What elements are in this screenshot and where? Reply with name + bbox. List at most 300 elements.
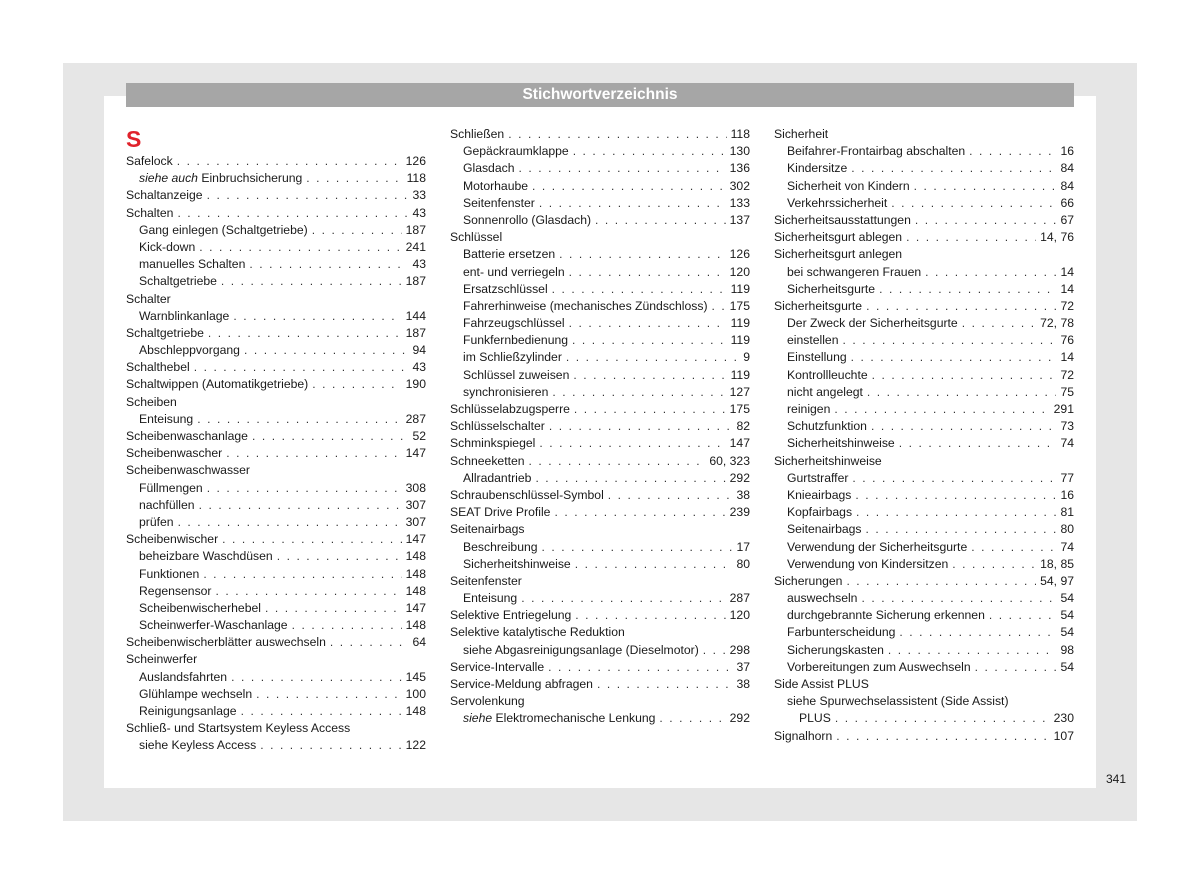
index-entry-page: 72, 78	[1040, 316, 1074, 331]
index-entry-label: Knieairbags	[787, 487, 852, 502]
index-entry	[774, 178, 1074, 195]
index-entry-label: Abschleppvorgang	[139, 343, 240, 358]
index-entry-text: Einbruchsicherung	[197, 171, 303, 186]
index-entry-page: 187	[405, 274, 426, 289]
index-entry-label: auswechseln	[787, 591, 858, 606]
dot-leader	[866, 521, 1057, 538]
index-entry-page: 16	[1060, 144, 1074, 159]
index-entry-page: 118	[730, 127, 750, 141]
dot-leader	[535, 470, 725, 487]
dot-leader	[834, 401, 1049, 418]
dot-leader	[867, 384, 1057, 401]
index-entry-page: 137	[729, 212, 750, 227]
index-entry-page: 107	[1053, 728, 1074, 743]
index-entry-label: reinigen	[787, 402, 831, 416]
index-entry-label: nachfüllen	[139, 497, 195, 512]
index-entry	[774, 487, 1074, 504]
index-entry	[774, 642, 1074, 659]
index-entry-page: 72	[1060, 298, 1074, 313]
index-entry-page: 127	[729, 384, 750, 399]
index-entry-label: Sicherungskasten	[787, 642, 884, 657]
dot-leader	[851, 160, 1056, 177]
index-entry	[126, 153, 426, 170]
index-entry	[450, 298, 750, 315]
dot-leader	[252, 428, 408, 445]
dot-leader	[260, 737, 401, 754]
index-entry-page: 17	[736, 539, 750, 554]
index-entry	[774, 160, 1074, 177]
index-entry-label: Schließen	[450, 127, 505, 141]
dot-leader	[575, 556, 733, 573]
index-entry	[450, 281, 750, 298]
index-entry	[450, 178, 750, 195]
index-entry-label: Seitenfenster	[463, 195, 535, 210]
index-entry	[126, 669, 426, 686]
index-entry-label: PLUS	[799, 711, 831, 726]
index-entry	[774, 521, 1074, 538]
index-entry-page: 54, 97	[1040, 573, 1074, 588]
index-entry	[126, 428, 426, 445]
index-entry	[450, 659, 750, 676]
index-entry-label: Kontrollleuchte	[787, 367, 868, 382]
index-entry-page: 77	[1060, 470, 1074, 485]
index-entry-page: 148	[405, 566, 426, 581]
index-entry	[126, 205, 426, 222]
index-entry-label: Enteisung	[139, 411, 194, 426]
index-entry	[126, 600, 426, 617]
index-entry-label: siehe Spurwechselassistent (Side Assist)	[787, 694, 1009, 709]
index-entry	[126, 376, 426, 393]
index-entry-page: 122	[405, 738, 426, 753]
dot-leader	[559, 246, 726, 263]
index-entry-page: 145	[405, 669, 426, 684]
index-entry	[774, 659, 1074, 676]
index-entry-label: Sicherheit	[774, 127, 829, 141]
index-entry-label: Schlüsselschalter	[450, 419, 545, 434]
index-entry-page: 307	[405, 497, 426, 512]
index-entry	[774, 195, 1074, 212]
index-entry-page: 126	[405, 154, 426, 168]
index-entry-label: Beifahrer-Frontairbag abschalten	[787, 144, 966, 159]
dot-leader	[519, 160, 726, 177]
index-entry	[774, 418, 1074, 435]
dot-leader	[292, 617, 402, 634]
index-entry-label: Sicherheitsgurt ablegen	[774, 230, 903, 245]
index-entry-label: siehe Keyless Access	[139, 738, 257, 753]
index-entry-label: Gepäckraumklappe	[463, 144, 569, 159]
index-entry	[126, 737, 426, 754]
index-entry-page: 292	[729, 711, 750, 726]
index-entry	[126, 187, 426, 204]
dot-leader	[573, 367, 726, 384]
index-entry-page: 81	[1060, 505, 1074, 520]
dot-leader	[846, 573, 1036, 590]
dot-leader	[573, 143, 726, 160]
index-column-1	[126, 126, 426, 755]
index-entry-label: Side Assist PLUS	[774, 677, 869, 691]
dot-leader	[216, 583, 402, 600]
index-entry-page: 84	[1060, 178, 1074, 193]
dot-leader	[575, 607, 725, 624]
index-entry-label: Sicherheitshinweise	[774, 453, 882, 468]
index-entry	[126, 703, 426, 720]
index-entry-label: Einstellung	[787, 350, 847, 365]
index-entry	[450, 539, 750, 556]
index-entry	[450, 642, 750, 659]
index-entry	[774, 332, 1074, 349]
index-entry-label: bei schwangeren Frauen	[787, 264, 922, 279]
dot-leader	[233, 308, 401, 325]
dot-leader	[552, 281, 727, 298]
dot-leader	[971, 539, 1056, 556]
index-entry-label: Safelock	[126, 154, 173, 168]
index-entry-page: 148	[405, 704, 426, 718]
index-entry-label: Schaltwippen (Automatikgetriebe)	[126, 377, 309, 392]
index-entry-label: Schlüssel zuweisen	[463, 367, 570, 382]
index-entry-page: 119	[730, 316, 750, 331]
index-entry-emphasis: siehe	[463, 711, 493, 726]
index-entry	[774, 435, 1074, 452]
index-entry-label: Scheibenwischer	[126, 532, 219, 547]
index-entry-label: Scheibenwischerblätter auswechseln	[126, 635, 326, 650]
dot-leader	[952, 556, 1036, 573]
index-entry	[126, 342, 426, 359]
index-entry-page: 119	[730, 281, 750, 296]
index-entry	[774, 607, 1074, 624]
index-entry	[774, 676, 1074, 693]
index-entry-page: 187	[405, 325, 426, 340]
dot-leader	[508, 126, 726, 143]
dot-leader	[222, 531, 402, 548]
index-entry-label: nicht angelegt	[787, 384, 863, 399]
dot-leader	[221, 273, 402, 290]
dot-leader	[856, 504, 1056, 521]
index-entry-label: Scheibenwischerhebel	[139, 600, 261, 615]
index-entry-page: 136	[729, 161, 750, 176]
index-entry-page: 74	[1060, 436, 1074, 451]
index-entry-page: 148	[405, 583, 426, 598]
dot-leader	[659, 710, 725, 727]
index-entry	[774, 573, 1074, 590]
index-entry	[774, 298, 1074, 315]
dot-leader	[899, 624, 1056, 641]
index-entry	[774, 504, 1074, 521]
index-entry-label: Schalten	[126, 205, 174, 220]
index-entry	[450, 624, 750, 641]
index-entry	[126, 462, 426, 479]
index-entry-page: 302	[729, 178, 750, 193]
index-entry-label: Regensensor	[139, 583, 212, 598]
index-entry-page: 76	[1060, 333, 1074, 348]
index-entry-page: 16	[1060, 487, 1074, 502]
index-entry-label: Glühlampe wechseln	[139, 686, 253, 701]
index-entry-page: 75	[1060, 384, 1074, 399]
dot-leader	[554, 504, 725, 521]
dot-leader	[861, 590, 1056, 607]
dot-leader	[532, 178, 726, 195]
index-entry-page: 54	[1060, 625, 1074, 640]
index-entry-page: 119	[730, 333, 750, 348]
index-entry-page: 148	[405, 618, 426, 633]
index-entry-page: 292	[729, 470, 750, 485]
index-entry-label: beheizbare Waschdüsen	[139, 549, 273, 564]
dot-leader	[330, 634, 409, 651]
dot-leader	[569, 264, 726, 281]
dot-leader	[203, 566, 401, 583]
index-entry	[774, 401, 1074, 418]
dot-leader	[871, 418, 1056, 435]
section-letter: S	[126, 126, 142, 152]
index-entry-label: Batterie ersetzen	[463, 247, 556, 262]
dot-leader	[703, 642, 726, 659]
index-entry-label: Schalthebel	[126, 360, 190, 375]
dot-leader	[312, 222, 402, 239]
index-entry-label: synchronisieren	[463, 384, 549, 399]
index-entry-label: Sicherheitsgurt anlegen	[774, 247, 903, 262]
index-entry-label: Seitenairbags	[787, 522, 862, 537]
dot-leader	[199, 497, 402, 514]
index-entry-page: 100	[405, 686, 426, 701]
index-entry-label: Schaltanzeige	[126, 188, 203, 203]
index-entry-page: 147	[405, 600, 426, 615]
index-entry	[450, 693, 750, 710]
index-entry-label: Scheiben	[126, 394, 177, 409]
index-entry	[126, 445, 426, 462]
index-entry-page: 187	[405, 222, 426, 237]
dot-leader	[855, 487, 1056, 504]
index-entry-page: 147	[405, 532, 426, 547]
index-entry	[774, 470, 1074, 487]
dot-leader	[265, 600, 402, 617]
index-entry	[126, 480, 426, 497]
index-entry	[450, 710, 750, 727]
index-entry	[126, 566, 426, 583]
dot-leader	[312, 376, 401, 393]
index-entry	[450, 195, 750, 212]
index-entry-page: 175	[729, 298, 750, 313]
index-entry-label: Sicherheit von Kindern	[787, 178, 910, 193]
index-entry-label: Sicherheitshinweise	[787, 436, 895, 451]
dot-leader	[914, 178, 1057, 195]
index-entry-page: 14	[1060, 264, 1074, 279]
index-entry-label: Seitenairbags	[450, 522, 525, 537]
index-entry	[450, 126, 750, 143]
index-entry	[450, 487, 750, 504]
index-entry-label: Schließ- und Startsystem Keyless Access	[126, 721, 351, 736]
index-entry	[774, 229, 1074, 246]
dot-leader	[595, 212, 726, 229]
index-entry	[450, 676, 750, 693]
index-entry	[126, 273, 426, 290]
index-entry-label: Enteisung	[463, 591, 518, 606]
index-entry-label: Scheibenwaschwasser	[126, 463, 250, 478]
index-entry	[774, 590, 1074, 607]
index-entry-label: Der Zweck der Sicherheitsgurte	[787, 316, 958, 331]
index-entry	[450, 246, 750, 263]
index-entry	[450, 401, 750, 418]
dot-leader	[574, 401, 726, 418]
index-entry-label: Auslandsfahrten	[139, 669, 228, 684]
index-entry-page: 291	[1053, 402, 1074, 416]
index-entry-label: Fahrzeugschlüssel	[463, 316, 565, 331]
index-entry	[450, 160, 750, 177]
index-entry-page: 94	[412, 343, 426, 358]
index-entry	[126, 548, 426, 565]
index-entry-label: Kick-down	[139, 239, 196, 254]
index-entry	[774, 556, 1074, 573]
index-entry-page: 43	[412, 360, 426, 375]
index-column-2	[450, 126, 750, 728]
index-entry-label	[139, 170, 302, 187]
index-entry-page: 54	[1060, 608, 1074, 623]
index-entry-label: Schraubenschlüssel-Symbol	[450, 487, 604, 502]
index-entry-label: Seitenfenster	[450, 573, 522, 588]
index-entry-label: Reinigungsanlage	[139, 704, 237, 718]
index-entry-label: Verwendung von Kindersitzen	[787, 556, 949, 571]
index-entry	[450, 607, 750, 624]
index-entry	[774, 693, 1074, 710]
index-entry-page: 67	[1060, 212, 1074, 227]
dot-leader	[539, 435, 725, 452]
dot-leader	[207, 187, 409, 204]
index-entry-page: 18, 85	[1040, 556, 1074, 571]
index-entry	[450, 556, 750, 573]
index-entry	[126, 170, 426, 187]
index-entry	[774, 212, 1074, 229]
index-entry-label: manuelles Schalten	[139, 257, 246, 272]
index-entry	[126, 531, 426, 548]
index-entry-label: Scheinwerfer	[126, 652, 198, 667]
dot-leader	[231, 669, 402, 686]
index-entry-label: Schutzfunktion	[787, 419, 867, 434]
index-entry-page: 60, 323	[709, 453, 750, 468]
index-entry	[126, 514, 426, 531]
index-entry-emphasis: siehe auch	[139, 171, 198, 186]
index-entry-label: Servolenkung	[450, 694, 525, 709]
dot-leader	[548, 659, 732, 676]
index-entry-label: Scheibenwaschanlage	[126, 429, 248, 443]
index-entry-page: 119	[730, 367, 750, 382]
index-entry-page: 38	[736, 487, 750, 502]
index-entry-page: 52	[412, 429, 426, 443]
index-entry-label: Beschreibung	[463, 539, 538, 554]
index-entry-page: 14, 76	[1040, 230, 1074, 245]
index-entry-label: Sicherheitsausstattungen	[774, 212, 911, 227]
index-entry	[774, 246, 1074, 263]
dot-leader	[256, 686, 402, 703]
index-entry	[450, 367, 750, 384]
index-entry	[126, 239, 426, 256]
dot-leader	[178, 514, 402, 531]
index-entry	[126, 583, 426, 600]
index-entry-page: 80	[736, 556, 750, 571]
dot-leader	[888, 642, 1057, 659]
index-entry-label: Gang einlegen (Schaltgetriebe)	[139, 222, 308, 237]
index-entry-page: 298	[729, 642, 750, 657]
index-entry	[126, 617, 426, 634]
index-entry-page: 308	[405, 480, 426, 495]
index-entry	[450, 573, 750, 590]
index-entry-label: Sicherheitsgurte	[787, 281, 876, 296]
index-entry-label: Service-Intervalle	[450, 659, 545, 674]
index-entry-label: siehe Abgasreinigungsanlage (Dieselmotor)	[463, 642, 699, 657]
index-entry	[450, 384, 750, 401]
index-entry-page: 37	[736, 659, 750, 674]
dot-leader	[277, 548, 402, 565]
index-entry	[450, 470, 750, 487]
index-entry-label: Scheibenwascher	[126, 446, 223, 461]
dot-leader	[552, 384, 725, 401]
index-entry	[126, 720, 426, 737]
index-entry-page: 147	[729, 436, 750, 451]
index-entry	[126, 411, 426, 428]
index-entry-label: Allradantrieb	[463, 470, 532, 485]
index-entry-page: 190	[405, 377, 426, 392]
index-entry	[774, 539, 1074, 556]
index-entry	[126, 686, 426, 703]
index-entry	[450, 418, 750, 435]
dot-leader	[177, 205, 408, 222]
dot-leader	[207, 480, 402, 497]
dot-leader	[226, 445, 401, 462]
index-entry	[774, 264, 1074, 281]
dot-leader	[969, 143, 1056, 160]
index-entry-page: 43	[412, 205, 426, 220]
index-entry-label: prüfen	[139, 514, 174, 529]
index-entry-label: Vorbereitungen zum Auswechseln	[787, 659, 971, 674]
index-entry-label: Selektive Entriegelung	[450, 608, 572, 623]
dot-leader	[529, 453, 706, 470]
dot-leader	[566, 349, 739, 366]
index-entry	[774, 315, 1074, 332]
index-entry	[774, 143, 1074, 160]
index-entry-label: SEAT Drive Profile	[450, 505, 551, 520]
index-entry-page: 287	[729, 591, 750, 606]
index-entry-label: Schaltgetriebe	[126, 325, 204, 340]
page-title: Stichwortverzeichnis	[126, 83, 1074, 107]
index-entry-page: 66	[1060, 195, 1074, 210]
index-entry-label: Verwendung der Sicherheitsgurte	[787, 539, 968, 554]
index-entry-page: 144	[405, 308, 426, 323]
index-entry	[126, 256, 426, 273]
index-entry-page: 133	[729, 195, 750, 210]
index-entry	[450, 590, 750, 607]
index-entry	[774, 126, 1074, 143]
dot-leader	[569, 315, 727, 332]
dot-leader	[608, 487, 733, 504]
dot-leader	[549, 418, 733, 435]
index-entry	[126, 394, 426, 411]
dot-leader	[539, 195, 726, 212]
index-entry-label: Funktionen	[139, 566, 200, 581]
index-entry	[774, 710, 1074, 727]
index-entry-label: Fahrerhinweise (mechanisches Zündschloss)	[463, 298, 708, 313]
dot-leader	[866, 298, 1056, 315]
index-entry	[774, 367, 1074, 384]
index-entry-page: 175	[729, 402, 750, 416]
index-entry-page: 84	[1060, 161, 1074, 176]
index-entry-page: 120	[729, 608, 750, 623]
index-entry	[450, 229, 750, 246]
dot-leader	[899, 435, 1057, 452]
index-entry-page: 241	[405, 239, 426, 254]
dot-leader	[249, 256, 408, 273]
index-entry-page: 98	[1060, 642, 1074, 657]
index-entry-label: einstellen	[787, 333, 839, 348]
index-entry	[774, 281, 1074, 298]
index-entry-page: 72	[1060, 367, 1074, 382]
index-column-3	[774, 126, 1074, 745]
